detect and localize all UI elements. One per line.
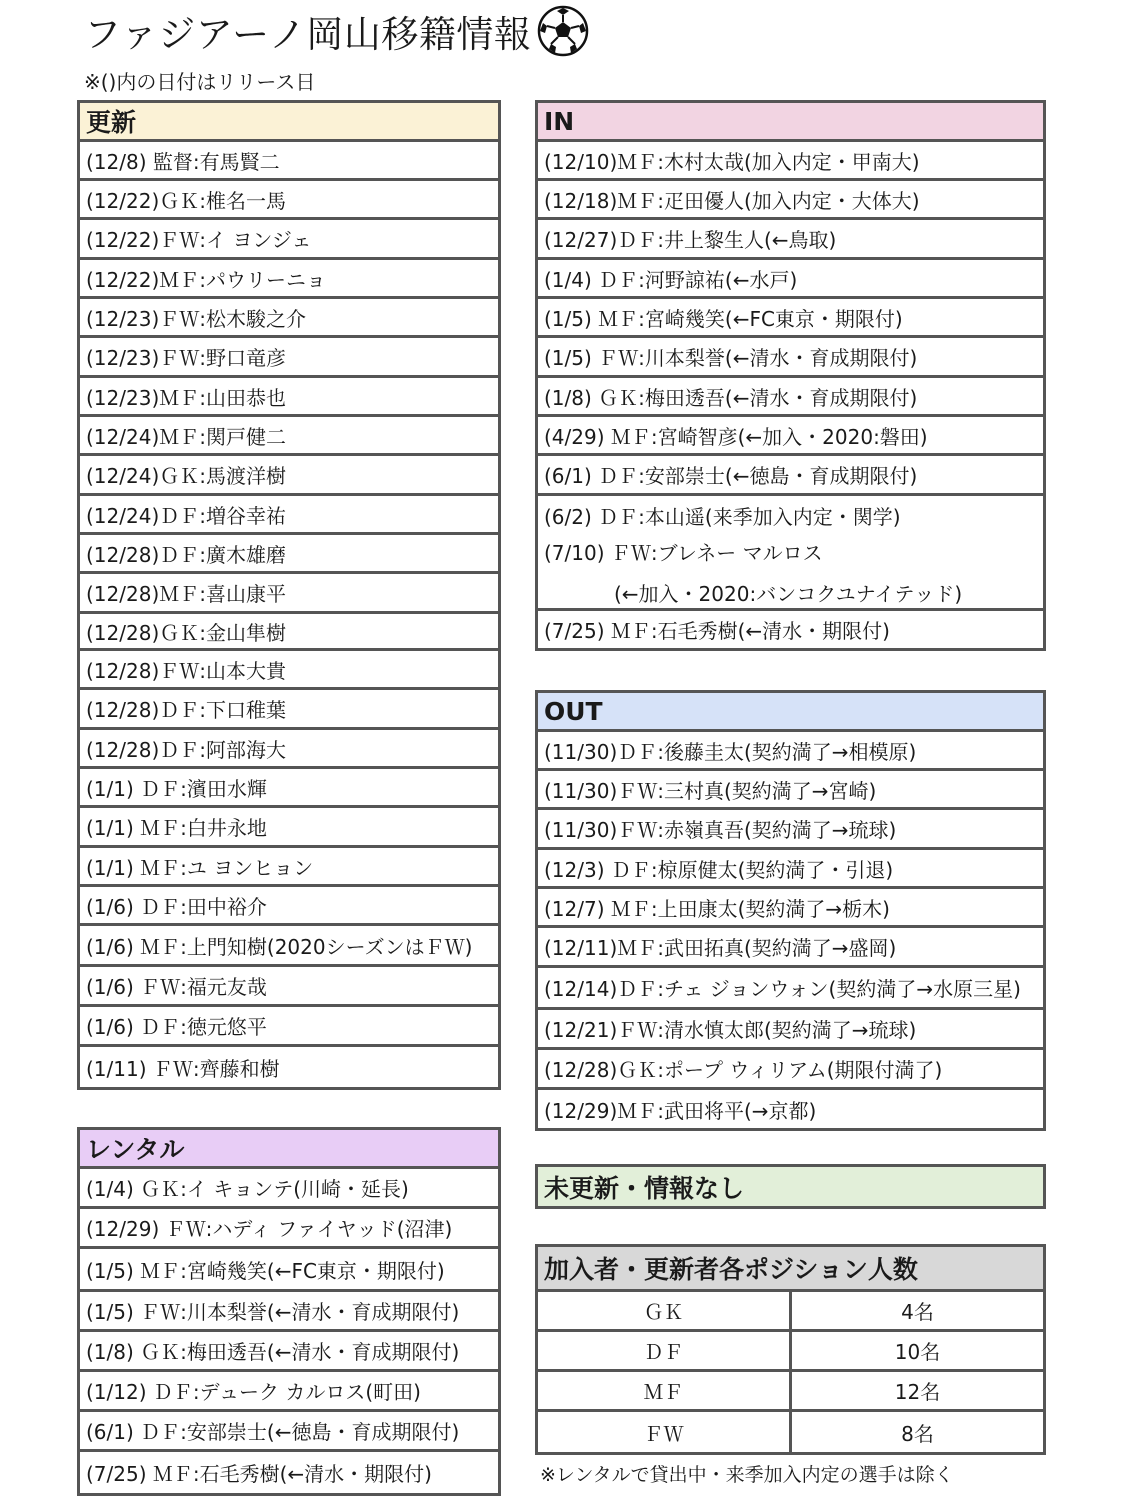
position-count-body xyxy=(538,1292,1043,1452)
position-label: ＭＦ xyxy=(538,1372,792,1409)
update-table-row: (12/28)ＤＦ:廣木雄磨 xyxy=(80,535,498,574)
in-table-row: (6/2) ＤＦ:本山遥(来季加入内定・関学) xyxy=(544,505,901,529)
update-table-row: (12/22)ＦＷ:イ ヨンジェ xyxy=(80,220,498,260)
rental-table-row: (7/25) ＭＦ:石毛秀樹(←清水・期限付) xyxy=(86,1462,432,1486)
position-count-header: 加入者・更新者各ポジション人数 xyxy=(538,1247,1043,1292)
position-count-row xyxy=(538,1292,1043,1332)
update-table-header: 更新 xyxy=(80,103,498,142)
position-count-value: 4名 xyxy=(901,1300,934,1324)
update-table-row: (1/1) ＭＦ:ユ ヨンヒョン xyxy=(80,848,498,887)
rental-table-row: (1/5) ＭＦ:宮崎幾笑(←FC東京・期限付) xyxy=(80,1249,498,1292)
rental-table-header: レンタル xyxy=(80,1130,498,1169)
in-table-row: (12/18)ＭＦ:疋田優人(加入内定・大体大) xyxy=(538,181,1043,220)
in-table-header: IN xyxy=(538,103,1043,142)
rental-table-row: (1/4) ＧＫ:イ キョンテ(川崎・延長) xyxy=(80,1169,498,1209)
update-table-row: (1/6) ＭＦ:上門知樹(2020シーズンはＦＷ) xyxy=(80,926,498,967)
out-table-row: (12/7) ＭＦ:上田康太(契約満了→栃木) xyxy=(538,889,1043,928)
position-count-row xyxy=(538,1412,1043,1452)
rental-table-row: (1/12) ＤＦ:デューク カルロス(町田) xyxy=(80,1372,498,1412)
position-label: ＦＷ xyxy=(538,1412,792,1452)
in-table-row: (1/5) ＦＷ:川本梨誉(←清水・育成期限付) xyxy=(538,338,1043,378)
update-table-row: (1/6) ＤＦ:田中裕介 xyxy=(80,887,498,926)
in-table xyxy=(535,100,1046,651)
update-table-row: (12/24)ＧＫ:馬渡洋樹 xyxy=(80,456,498,496)
noupdate-table-header: 未更新・情報なし xyxy=(538,1167,1043,1206)
rental-table-body xyxy=(80,1169,498,1493)
update-table xyxy=(77,100,501,1090)
update-table-row: (12/23)ＭＦ:山田恭也 xyxy=(80,378,498,417)
out-table-row: (12/14)ＤＦ:チェ ジョンウォン(契約満了→水原三星) xyxy=(538,968,1043,1010)
position-count-row xyxy=(538,1372,1043,1412)
page-title xyxy=(84,6,589,56)
position-count-row xyxy=(538,1332,1043,1372)
out-table-row: (12/3) ＤＦ:椋原健太(契約満了・引退) xyxy=(538,850,1043,889)
position-count-table xyxy=(535,1244,1046,1455)
in-table-row: (1/5) ＭＦ:宮崎幾笑(←FC東京・期限付) xyxy=(538,299,1043,338)
position-count-value: 10名 xyxy=(894,1340,941,1364)
update-table-row: (12/22)ＧＫ:椎名一馬 xyxy=(80,181,498,220)
position-count-value: 8名 xyxy=(901,1421,934,1446)
rental-table xyxy=(77,1127,501,1496)
out-table-header: OUT xyxy=(538,693,1043,732)
in-row-line2: (←加入・2020:バンコクユナイテッド) xyxy=(614,581,963,606)
update-table-row: (1/11) ＦＷ:齊藤和樹 xyxy=(86,1056,280,1081)
update-table-row: (12/28)ＧＫ:金山隼樹 xyxy=(80,614,498,651)
update-table-row: (12/23)ＦＷ:野口竜彦 xyxy=(80,338,498,378)
in-table-row: (12/10)ＭＦ:木村太哉(加入内定・甲南大) xyxy=(538,142,1043,181)
out-table-row: (12/28)ＧＫ:ポープ ウィリアム(期限付満了) xyxy=(538,1050,1043,1090)
in-table-row xyxy=(538,535,1043,611)
rental-table-row: (12/29) ＦＷ:ハディ ファイヤッド(沼津) xyxy=(80,1209,498,1249)
update-table-row: (12/22)ＭＦ:パウリーニョ xyxy=(80,260,498,299)
in-table-body xyxy=(538,142,1043,535)
position-label: ＤＦ xyxy=(538,1332,792,1369)
page-title-text: ファジアーノ岡山移籍情報 xyxy=(84,13,532,56)
out-table-row: (12/21)ＦＷ:清水慎太郎(契約満了→琉球) xyxy=(538,1010,1043,1050)
release-date-note: ※()内の日付はリリース日 xyxy=(84,70,316,94)
in-row-line1: (7/10) ＦＷ:ブレネー マルロス xyxy=(544,540,823,565)
rental-table-row: (1/8) ＧＫ:梅田透吾(←清水・育成期限付) xyxy=(80,1332,498,1372)
rental-table-row: (1/5) ＦＷ:川本梨誉(←清水・育成期限付) xyxy=(80,1292,498,1332)
update-table-row: (12/28)ＤＦ:下口稚葉 xyxy=(80,690,498,730)
update-table-row: (12/24)ＭＦ:関戸健二 xyxy=(80,417,498,456)
update-table-row: (12/28)ＦＷ:山本大貴 xyxy=(80,651,498,690)
out-table-row: (11/30)ＦＷ:三村真(契約満了→宮崎) xyxy=(538,771,1043,810)
in-table-row: (4/29) ＭＦ:宮崎智彦(←加入・2020:磐田) xyxy=(538,417,1043,456)
soccer-ball-icon xyxy=(537,5,589,57)
position-count-value: 12名 xyxy=(894,1380,941,1404)
update-table-row: (1/6) ＦＷ:福元友哉 xyxy=(80,967,498,1007)
update-table-row: (12/23)ＦＷ:松木駿之介 xyxy=(80,299,498,338)
out-table-body xyxy=(538,732,1043,1128)
in-table-row: (1/4) ＤＦ:河野諒祐(←水戸) xyxy=(538,260,1043,299)
update-table-row: (12/24)ＤＦ:増谷幸祐 xyxy=(80,496,498,535)
update-table-row: (1/1) ＤＦ:濱田水輝 xyxy=(80,769,498,808)
update-table-row: (12/8) 監督:有馬賢二 xyxy=(80,142,498,181)
out-table-row: (11/30)ＤＦ:後藤圭太(契約満了→相模原) xyxy=(538,732,1043,771)
in-table-row: (1/8) ＧＫ:梅田透吾(←清水・育成期限付) xyxy=(538,378,1043,417)
position-count-note: ※レンタルで貸出中・来季加入内定の選手は除く xyxy=(540,1464,954,1486)
update-table-body xyxy=(80,142,498,1087)
noupdate-table xyxy=(535,1164,1046,1209)
update-table-row: (1/1) ＭＦ:白井永地 xyxy=(80,808,498,848)
position-label: ＧＫ xyxy=(538,1292,792,1329)
update-table-row: (1/6) ＤＦ:徳元悠平 xyxy=(80,1007,498,1047)
update-table-row: (12/28)ＤＦ:阿部海大 xyxy=(80,730,498,769)
out-table-row: (12/29)ＭＦ:武田将平(→京都) xyxy=(544,1098,817,1123)
out-table-row: (12/11)ＭＦ:武田拓真(契約満了→盛岡) xyxy=(538,928,1043,968)
in-table-row: (7/25) ＭＦ:石毛秀樹(←清水・期限付) xyxy=(544,619,890,643)
in-table-row: (12/27)ＤＦ:井上黎生人(←鳥取) xyxy=(538,220,1043,260)
out-table xyxy=(535,690,1046,1131)
out-table-row: (11/30)ＦＷ:赤嶺真吾(契約満了→琉球) xyxy=(538,810,1043,850)
in-table-row: (6/1) ＤＦ:安部崇士(←徳島・育成期限付) xyxy=(538,456,1043,496)
update-table-row: (12/28)ＭＦ:喜山康平 xyxy=(80,574,498,614)
rental-table-row: (6/1) ＤＦ:安部崇士(←徳島・育成期限付) xyxy=(80,1412,498,1452)
